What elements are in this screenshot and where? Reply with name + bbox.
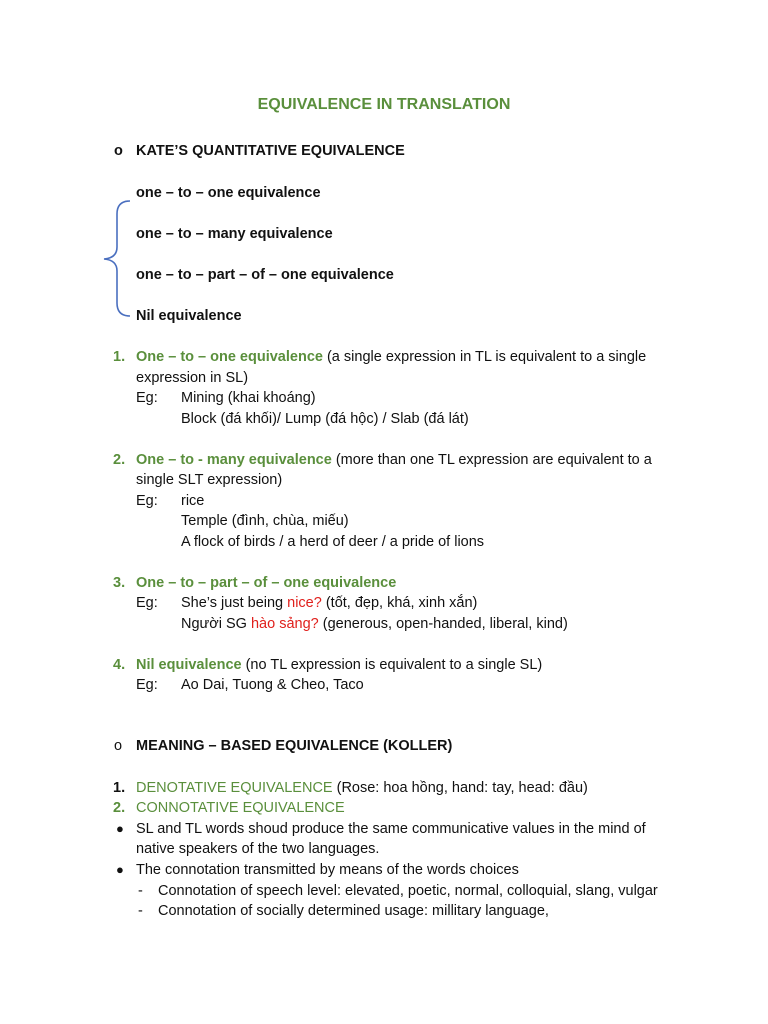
section-heading: MEANING – BASED EQUIVALENCE (KOLLER)	[136, 738, 453, 754]
type-one-to-part: one – to – part – of – one equivalence	[136, 267, 394, 283]
highlight-word: nice?	[287, 595, 322, 611]
type-one-to-many: one – to – many equivalence	[136, 226, 333, 242]
item-term: One – to – one equivalence	[136, 349, 323, 365]
item-term: One – to - many equivalence	[136, 452, 332, 468]
page-title: EQUIVALENCE IN TRANSLATION	[257, 96, 511, 113]
eg-label: Eg:	[136, 390, 158, 406]
example-text: (generous, open-handed, liberal, kind)	[318, 616, 568, 632]
sub-item: Connotation of socially determined usage: millitary language,	[158, 903, 549, 919]
bullet-icon: ●	[116, 862, 124, 877]
item-desc-cont: expression in SL)	[136, 370, 249, 386]
example	[181, 615, 568, 633]
example: rice	[181, 493, 205, 509]
type-one-to-one: one – to – one equivalence	[136, 185, 321, 201]
example: Mining (khai khoáng)	[181, 390, 316, 406]
item-desc: (Rose: hoa hồng, hand: tay, head: đầu)	[332, 780, 588, 796]
example-text: She’s just being	[181, 595, 288, 611]
highlight-word: hào sảng?	[250, 616, 319, 632]
item-term: CONNOTATIVE EQUIVALENCE	[136, 800, 345, 816]
bullet-text: SL and TL words shoud produce the same communicative values in the mind of	[136, 821, 646, 837]
type-nil: Nil equivalence	[136, 308, 242, 324]
item-line	[136, 451, 652, 469]
bracket-icon	[0, 0, 140, 330]
example-text: Người SG	[181, 616, 251, 632]
example: Block (đá khối)/ Lump (đá hộc) / Slab (đá lát)	[181, 411, 469, 427]
eg-label: Eg:	[136, 677, 158, 693]
item-term: Nil equivalence	[136, 657, 242, 673]
example: Ao Dai, Tuong & Cheo, Taco	[181, 677, 364, 693]
item-line	[136, 348, 646, 366]
item-number: 2.	[113, 452, 126, 468]
example: Temple (đình, chùa, miếu)	[181, 513, 349, 529]
item-number: 2.	[113, 800, 126, 816]
item-line	[136, 779, 588, 797]
item-desc: (more than one TL expression are equivalent to a	[331, 452, 652, 468]
item-desc: (no TL expression is equivalent to a single SL)	[241, 657, 543, 673]
example-text: (tốt, đẹp, khá, xinh xắn)	[321, 595, 478, 611]
item-number: 1.	[113, 780, 126, 796]
bullet-text: The connotation transmitted by means of the words choices	[136, 862, 519, 878]
item-desc: (a single expression in TL is equivalent to a single	[322, 349, 647, 365]
dash-icon: -	[138, 903, 143, 919]
sub-item: Connotation of speech level: elevated, poetic, normal, colloquial, slang, vulgar	[158, 883, 658, 899]
example	[181, 594, 477, 612]
eg-label: Eg:	[136, 595, 158, 611]
dash-icon: -	[138, 883, 143, 899]
item-term: DENOTATIVE EQUIVALENCE	[136, 780, 333, 796]
section-marker: o	[114, 143, 123, 159]
item-line	[136, 656, 542, 674]
section-heading: KATE’S QUANTITATIVE EQUIVALENCE	[136, 143, 405, 159]
item-number: 1.	[113, 349, 126, 365]
item-desc-cont: single SLT expression)	[136, 472, 283, 488]
bullet-text-cont: native speakers of the two languages.	[136, 841, 380, 857]
item-term: One – to – part – of – one equivalence	[136, 575, 397, 591]
item-number: 4.	[113, 657, 126, 673]
section-marker: o	[114, 738, 123, 754]
bullet-icon: ●	[116, 821, 124, 836]
example: A flock of birds / a herd of deer / a pride of lions	[181, 534, 485, 550]
eg-label: Eg:	[136, 493, 158, 509]
item-number: 3.	[113, 575, 126, 591]
